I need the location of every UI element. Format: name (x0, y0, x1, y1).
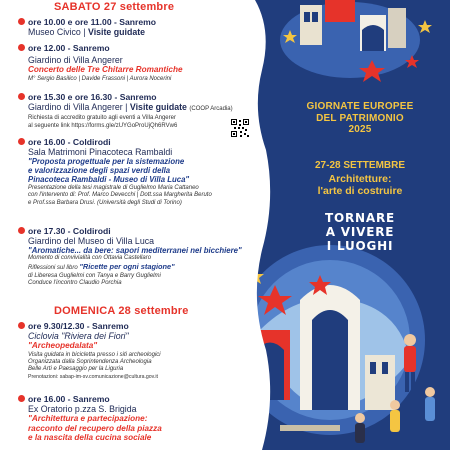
place-name: Museo Civico (28, 27, 81, 37)
giornate-title (280, 101, 440, 136)
event-dates: 27-28 SETTEMBRE (314, 160, 406, 171)
guided-tours-link[interactable]: Visite guidate (129, 102, 187, 112)
event-sat-3 (28, 92, 268, 130)
event-title: "Aromatiche... da bere: sapori mediterranei nel bicchiere" (28, 246, 242, 255)
event-place: Ciclovia "Riviera dei Fiori" (28, 331, 129, 341)
bullet-icon (18, 322, 25, 329)
event-note: e Prof.ssa Barbara Drusi. (Università degli Studi di Torino) (28, 199, 182, 206)
bullet-icon (18, 18, 25, 25)
booking-email[interactable]: Prenotazioni: sabap-im-sv.comunicazione@cultura.gov.it (28, 373, 158, 380)
event-title-line1: "Architettura e partecipazione: (28, 414, 148, 423)
bullet-icon (18, 93, 25, 100)
event-time: ore 9.30/12.30 - Sanremo (28, 321, 129, 331)
event-sun-1 (28, 321, 268, 380)
event-title-line1: "Proposta progettuale per la sistemazione (28, 157, 185, 166)
theme-line1: Architetture: (328, 173, 392, 185)
event-note (28, 262, 268, 272)
event-sat-2 (28, 43, 268, 83)
book-title: "Ricette per ogni stagione" (79, 262, 175, 272)
slogan-line2: A VIVERE (325, 225, 395, 239)
event-title-line2: racconto del recupero della piazza (28, 423, 162, 433)
top-illustration (280, 0, 432, 82)
event-title-line3: Pinacoteca Rambaldi - Museo di Villa Luca" (28, 175, 190, 184)
saturday-heading: SABATO 27 settembre (54, 1, 175, 13)
event-title-line3: e la nascita della cucina sociale (28, 433, 152, 443)
event-note: M° Sergio Basilico | Davide Frassoni | Aurora Nocerini (28, 75, 172, 82)
event-place: Giardino di Villa Angerer (28, 55, 123, 65)
slogan-line1: TORNARE (325, 211, 395, 225)
event-note: Organizzata dalla Soprintendenza Archeologia (28, 359, 152, 365)
event-note: Richiesta di accredito gratuito agli eventi a Villa Angerer (28, 115, 176, 122)
event-note: Visita guidata in bicicletta presso i siti archeologici (28, 351, 161, 358)
place-name: Giardino di Villa Angerer (28, 102, 123, 112)
program-content (28, 0, 268, 450)
event-note: Presentazione della tesi magistrale di Guglielmo Maria Cattaneo (28, 185, 199, 191)
theme-title (280, 173, 440, 197)
slogan-line3: I LUOGHI (326, 239, 394, 253)
event-note: Conduce l'incontro Claudio Porchia (28, 280, 122, 287)
event-note: Momento di convivialità con Ottavia Castellaro (28, 255, 152, 261)
star-icon (418, 20, 432, 33)
coop-note: (COOP Arcadia) (189, 106, 233, 112)
event-sat-5 (28, 226, 268, 288)
event-note: con l'intervento di: Prof. Marco Devecchi | Dott.ssa Margherita Beruto (28, 192, 212, 199)
theme-line2: l'arte di costruire (317, 185, 403, 197)
registration-link[interactable]: al seguente link https://forms.gle/zUYGoProUjQh6RVw6 (28, 122, 178, 129)
event-time: ore 16.00 - Coldirodi (28, 137, 111, 147)
event-note: di Liberesa Guglielmi con Tanya e Barry Guglielmi (28, 272, 161, 279)
event-time: ore 12.00 - Sanremo (28, 43, 110, 53)
giornate-line2: DEL PATRIMONIO (316, 112, 404, 124)
bullet-icon (18, 138, 25, 145)
event-place: Giardino di Villa Angerer | Visite guidate (COOP Arcadia) (28, 102, 233, 112)
event-title: "Archeopedalata" (28, 341, 98, 350)
giornate-year: 2025 (348, 124, 372, 135)
sunday-heading: DOMENICA 28 settembre (54, 305, 189, 317)
event-place: Giardino del Museo di Villa Luca (28, 236, 154, 246)
giornate-line1: GIORNATE EUROPEE (306, 101, 414, 112)
event-note: Belle Arti e Paesaggio per la Liguria (28, 366, 124, 373)
event-place: Museo Civico | Visite guidate (28, 27, 146, 37)
event-place: Sala Matrimoni Pinacoteca Rambaldi (28, 147, 173, 157)
event-sat-1 (28, 17, 268, 37)
slogan (280, 211, 440, 253)
event-title: Concerto delle Tre Chitarre Romantiche (28, 65, 183, 74)
bullet-icon (18, 227, 25, 234)
event-time: ore 15.30 e ore 16.30 - Sanremo (28, 92, 157, 102)
bullet-icon (18, 395, 25, 402)
event-time: ore 10.00 e ore 11.00 - Sanremo (28, 17, 157, 27)
event-time: ore 16.00 - Sanremo (28, 394, 110, 404)
event-sun-2 (28, 394, 268, 443)
guided-tours-link[interactable]: Visite guidate (88, 27, 146, 37)
event-title-line2: e valorizzazione degli spazi verdi della (28, 166, 171, 175)
event-place: Ex Oratorio p.zza S. Brigida (28, 404, 137, 414)
event-sat-4 (28, 137, 268, 207)
event-time: ore 17.30 - Coldirodi (28, 226, 111, 236)
book-intro: Riflessioni sul libro (28, 265, 78, 272)
bullet-icon (18, 44, 25, 51)
